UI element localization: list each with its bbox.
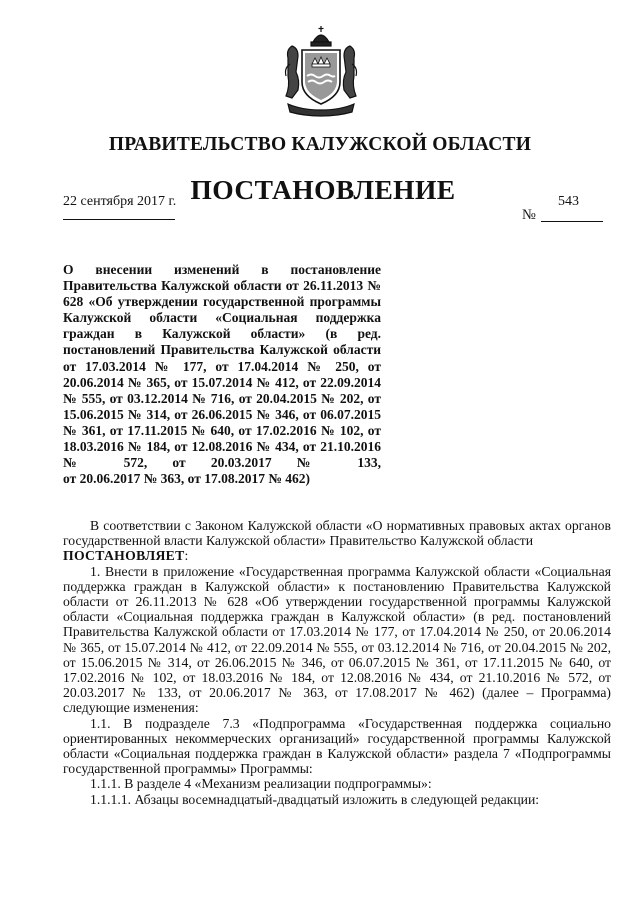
coat-of-arms-icon [282, 24, 360, 118]
item-1-paragraph: 1. Внести в приложение «Государственная программа Калужской области «Социальная поддержка граждан в Калужской области» к постановлению Правительства Калужской области от 26.11.2013 № 628 «Об утверждении государственной программы Калужской области «Социальная поддержка граждан в Калужской области» (в ред. постановлений Правительства Калужской области от 17.03.2014 № 177, от 17.04.2014 № 250, от 20.06.2014 № 365, от 15.07.2014 № 412, от 22.09.2014 № 555, от 03.12.2014 № 716, от 20.04.2015 № 202, от 15.06.2015 № 314, от 26.06.2015 № 346, от 06.07.2015 № 361, от 17.11.2015 № 640, от 17.02.2016 № 102, от 18.03.2016 № 184, от 12.08.2016 № 434, от 21.10.2016 № 572, от 20.03.2017 № 133, от 20.06.2017 № 363, от 17.08.2017 № 462) (далее – Программа) следующие изменения: [63, 563, 611, 716]
document-date: 22 сентября 2017 г. [63, 194, 177, 209]
item-1-1-1-paragraph: 1.1.1. В разделе 4 «Механизм реализации подпрограммы»: [90, 776, 432, 792]
decree-word: ПОСТАНОВЛЯЕТ [63, 548, 185, 564]
subject-last-line: от 20.06.2017 № 363, от 17.08.2017 № 462) [63, 471, 311, 487]
document-kind: ПОСТАНОВЛЕНИЕ [190, 174, 456, 205]
government-title: ПРАВИТЕЛЬСТВО КАЛУЖСКОЙ ОБЛАСТИ [108, 134, 532, 155]
preamble-paragraph [63, 518, 611, 564]
document-number: 543 [558, 194, 579, 209]
preamble-text: В соответствии с Законом Калужской области «О нормативных правовых актах органов государственной власти Калужской области» Правительство Калужской области [63, 518, 611, 549]
number-underline [541, 221, 603, 222]
document-subject [63, 262, 381, 487]
item-1-1-1-1-paragraph: 1.1.1.1. Абзацы восемнадцатый-двадцатый изложить в следующей редакции: [90, 791, 540, 807]
decree-colon: : [184, 548, 189, 564]
number-sign: № [522, 207, 536, 223]
date-underline [63, 219, 175, 220]
item-1-1-paragraph: 1.1. В подразделе 7.3 «Подпрограмма «Государственная поддержка социально ориентированных некоммерческих организаций» государственной программы Калужской области «Социальная поддержка граждан в Калужской области» раздела 7 «Подпрограммы государственной программы» Программы: [63, 715, 611, 777]
subject-text: О внесении изменений в постановление Правительства Калужской области от 26.11.2013 № 628 «Об утверждении государственной программы Калужской области «Социальная поддержка граждан в Калужской области» (в ред. постановлений Правительства Калужской области от 17.03.2014 № 177, от 17.04.2014 № 250, от 20.06.2014 № 365, от 15.07.2014 № 412, от 22.09.2014 № 555, от 03.12.2014 № 716, от 20.04.2015 № 202, от 15.06.2015 № 314, от 26.06.2015 № 346, от 06.07.2015 № 361, от 17.11.2015 № 640, от 17.02.2016 № 102, от 18.03.2016 № 184, от 12.08.2016 № 434, от 21.10.2016 № 572, от 20.03.2017 № 133, [63, 262, 381, 471]
document-body [63, 518, 611, 807]
